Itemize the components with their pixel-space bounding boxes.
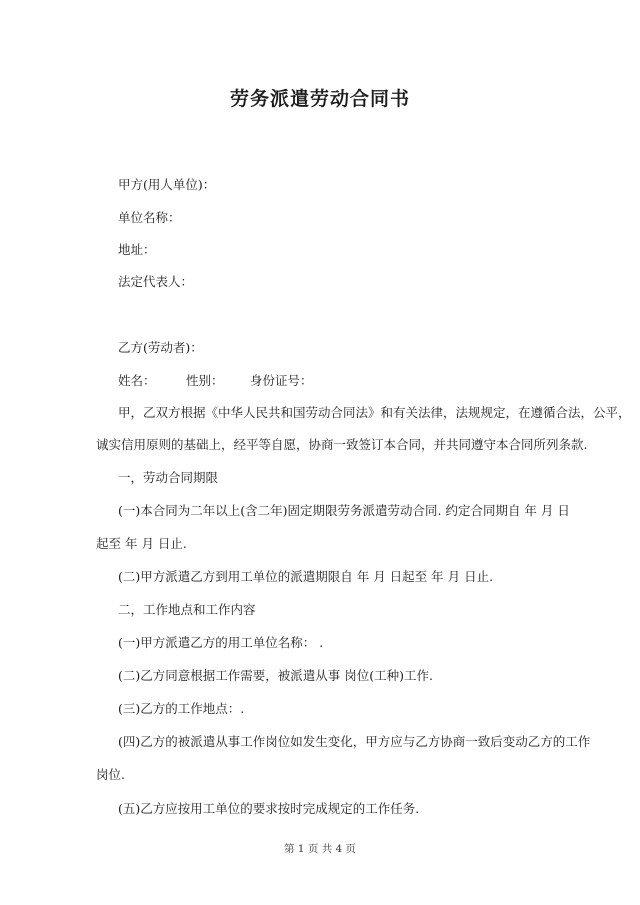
legal-rep-label: 法定代表人：	[118, 274, 194, 289]
section-1-item-1-line-2: 起至 年 月 日止.	[96, 536, 187, 551]
page-number-footer: 第 1 页 共 4 页	[283, 843, 357, 855]
party-a-heading: 甲方(用人单位)：	[118, 177, 216, 192]
party-b-heading: 乙方(劳动者)：	[118, 340, 203, 355]
gender-label: 性别：	[186, 373, 224, 388]
section-1-item-1-line-1: (一)本合同为二年以上(含二年)固定期限劳务派遣劳动合同. 约定合同期自 年 月 日	[118, 503, 570, 518]
section-1-heading: 一，劳动合同期限	[118, 470, 219, 485]
section-2-item-1: (一)甲方派遣乙方的用工单位名称： .	[118, 635, 324, 650]
document-title: 劳务派遣劳动合同书	[229, 88, 410, 110]
section-2-item-2: (二)乙方同意根据工作需要，被派遣从事 岗位(工种)工作.	[118, 668, 433, 683]
id-number-label: 身份证号：	[250, 373, 313, 388]
section-2-heading: 二，工作地点和工作内容	[118, 602, 256, 617]
section-2-item-4-line-2: 岗位.	[96, 767, 125, 782]
section-2-item-5: (五)乙方应按用工单位的要求按时完成规定的工作任务.	[118, 801, 420, 816]
section-1-item-2: (二)甲方派遣乙方到用工单位的派遣期限自 年 月 日起至 年 月 日止.	[118, 569, 494, 584]
section-2-item-4-line-1: (四)乙方的被派遣从事工作岗位如发生变化，甲方应与乙方协商一致后变动乙方的工作	[118, 734, 591, 749]
name-label: 姓名：	[118, 373, 156, 388]
party-b-fields	[118, 371, 313, 389]
address-label: 地址：	[118, 242, 156, 257]
unit-name-label: 单位名称：	[118, 210, 181, 225]
preamble-line-1: 甲，乙双方根据《中华人民共和国劳动合同法》和有关法律，法规规定，在遵循合法，公平，	[118, 405, 631, 420]
section-2-item-3: (三)乙方的工作地点：.	[118, 701, 245, 716]
preamble-line-2: 诚实信用原则的基础上，经平等自愿，协商一致签订本合同，并共同遵守本合同所列条款.	[96, 437, 588, 452]
